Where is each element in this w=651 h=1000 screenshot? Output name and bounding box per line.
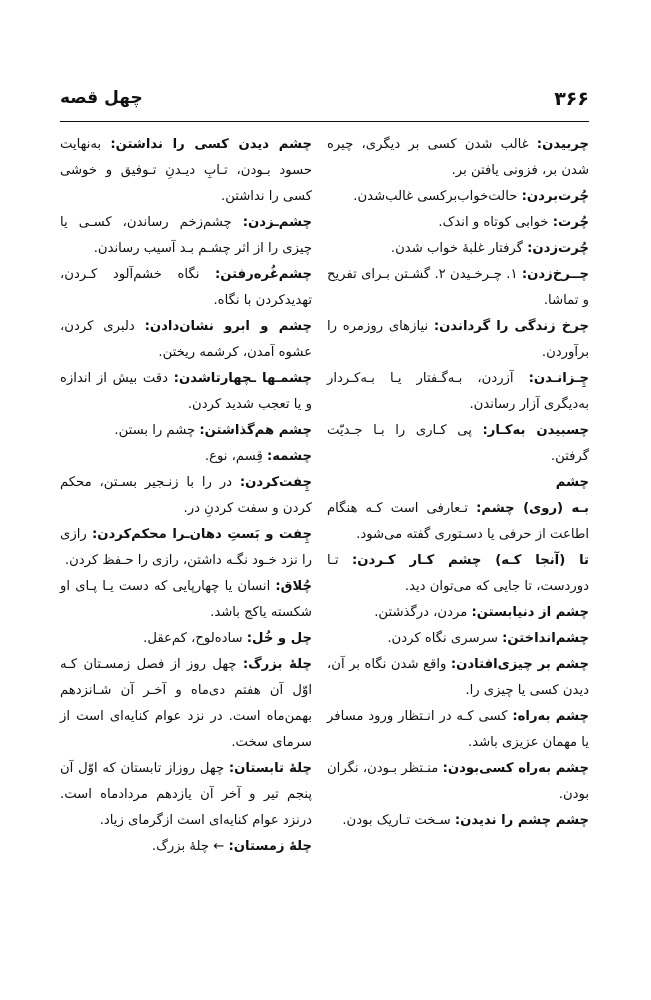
- dictionary-entry: [327, 470, 589, 496]
- dictionary-entry: [327, 262, 589, 314]
- entry-headword: چشم چشم را ندیدن:: [454, 813, 589, 828]
- dictionary-entry: [60, 314, 312, 366]
- entry-definition: مردن، درگذشتن.: [374, 605, 468, 620]
- entry-headword: چشمـها ـچهارتاشدن:: [173, 371, 312, 386]
- entry-headword: چل و خُل:: [246, 631, 312, 646]
- entry-definition: آزردن، بـه‌گـفتار یـا بـه‌کـردار به‌دیگری آزار رساندن.: [327, 371, 589, 412]
- dictionary-entry: [60, 522, 312, 574]
- entry-headword: چِفت و بَستِ دهان‌ـرا محکم‌کردن:: [91, 527, 312, 542]
- dictionary-entry: [60, 834, 312, 860]
- dictionary-entry: [327, 548, 589, 600]
- entry-headword: تا (آنجا کـه) چشم کـار کـردن:: [352, 553, 589, 568]
- entry-headword: چلهٔ زمستان:: [228, 839, 312, 854]
- entry-definition: کسی کـه در انـتظار ورود مسافر یا مهمان عزیزی باشد.: [327, 709, 589, 750]
- entry-headword: چسبیدن به‌کـار:: [482, 423, 589, 438]
- entry-definition: گرفتار غلبهٔ خواب شدن.: [390, 241, 523, 256]
- entry-definition: چشم را بستن.: [114, 423, 196, 438]
- entry-definition: تـعارفی است کـه هنگام اطاعت از حرفی یا دسـتوری گفته می‌شود.: [327, 501, 589, 542]
- entry-headword: چشمه:: [266, 449, 312, 464]
- dictionary-entry: [60, 470, 312, 522]
- dictionary-entry: [327, 808, 589, 834]
- page-header: [60, 88, 589, 118]
- entry-definition: رازی را نزد خـود نگـه داشتن، رازی را حـفظ کردن.: [60, 527, 312, 568]
- entry-headword: چِـزانـدن:: [528, 371, 589, 386]
- dictionary-entry: [327, 652, 589, 704]
- entry-headword: چُرت‌زدن:: [527, 241, 589, 256]
- entry-definition: واقع شدن نگاه بر آن، دیدن کسی یا چیزی را.: [327, 657, 589, 698]
- entry-headword: چشم هم‌گذاشتن:: [199, 423, 312, 438]
- dictionary-entry: [60, 132, 312, 210]
- entry-headword: چــرخ‌زدن:: [521, 267, 589, 282]
- entry-headword: چربیدن:: [536, 137, 589, 152]
- entry-definition: قِسم، نوع.: [204, 449, 263, 464]
- entry-definition: ← چلهٔ بزرگ.: [151, 839, 225, 854]
- entry-definition: خوابی کوتاه و اندک.: [438, 215, 549, 230]
- entry-definition: سـخت تـاریک بودن.: [342, 813, 451, 828]
- right-column: [327, 132, 589, 834]
- entry-definition: انسان یا چهارپایی که دست یـا پـای او شکسته یاکج باشد.: [60, 579, 312, 620]
- entry-headword: چشم و ابرو نشان‌دادن:: [144, 319, 312, 334]
- dictionary-entry: [327, 366, 589, 418]
- entry-definition: منـتظر بـودن، نگران بودن.: [327, 761, 589, 802]
- entry-headword: چُرت:: [552, 215, 589, 230]
- entry-headword: چُرت‌بردن:: [521, 189, 589, 204]
- dictionary-entry: [60, 262, 312, 314]
- dictionary-entry: [327, 236, 589, 262]
- entry-headword: چشم‌غُره‌رفتن:: [214, 267, 312, 282]
- entry-headword: چشم‌ـزدن:: [242, 215, 312, 230]
- entry-headword: چِفت‌کردن:: [239, 475, 312, 490]
- dictionary-entry: [327, 626, 589, 652]
- entry-headword: چشم به‌راه کسی‌بودن:: [442, 761, 589, 776]
- dictionary-entry: [60, 210, 312, 262]
- header-rule: [60, 121, 589, 122]
- entry-definition: به‌نهایت حسود بـودن، تـابِ دیـدنِ تـوفیق و خوشی کسی را نداشتن.: [60, 137, 312, 204]
- page-number: ۳۶۶: [554, 88, 589, 110]
- dictionary-entry: [60, 418, 312, 444]
- dictionary-entry: [327, 314, 589, 366]
- entry-definition: دلبری کردن، عشوه آمدن، کرشمه ریختن.: [60, 319, 312, 360]
- dictionary-entry: [327, 704, 589, 756]
- entry-definition: چهل روزاز تابستان که اوّل آن پنجم تیر و آخر آن یازدهم مردادماه است. درنزد عوام کنایه‌ای است ازگرمای زیاد.: [60, 761, 312, 828]
- entry-definition: در را با زنـجیر بسـتن، محکم کردن و سفت کردنِ در.: [60, 475, 312, 516]
- dictionary-entry: [327, 184, 589, 210]
- dictionary-entry: [60, 574, 312, 626]
- entry-definition: نیازهای روزمره را برآوردن.: [327, 319, 589, 360]
- entry-headword: بـه (روی) چشم:: [476, 501, 589, 516]
- entry-definition: تـا دوردست، تا جایی که می‌توان دید.: [327, 553, 589, 594]
- entry-headword: چشم بر چیزی‌افتادن:: [450, 657, 589, 672]
- entry-headword: چرخ زندگی را گرداندن:: [433, 319, 589, 334]
- entry-definition: ۱. چـرخـیدن ۲. گشـتن بـرای تفریح و تماشا.: [327, 267, 589, 308]
- dictionary-entry: [327, 496, 589, 548]
- entry-definition: چهل روز از فصل زمسـتان کـه اوّل آن هفتم دی‌ماه و آخـر آن شـانزدهم بهمن‌ماه است. در نزد عوام کنایه‌ای است از سرمای سخت.: [60, 657, 312, 750]
- entry-headword: چلهٔ تابستان:: [228, 761, 312, 776]
- entry-definition: دقت بیش از اندازه و یا تعجب شدید کردن.: [60, 371, 312, 412]
- entry-headword: چشم دیدن کسی را نداشتن:: [110, 137, 312, 152]
- entry-headword: چلهٔ بزرگ:: [242, 657, 313, 672]
- dictionary-entry: [327, 132, 589, 184]
- dictionary-entry: [60, 626, 312, 652]
- dictionary-entry: [60, 366, 312, 418]
- left-column: [60, 132, 312, 860]
- entry-definition: ساده‌لوح، کم‌عقل.: [143, 631, 243, 646]
- dictionary-entry: [60, 756, 312, 834]
- entry-definition: غالب شدن کسی بر دیگری، چیره شدن بر، فزونی یافتن بر.: [327, 137, 589, 178]
- dictionary-entry: [60, 444, 312, 470]
- entry-headword: چشم از دنیابستن:: [471, 605, 589, 620]
- entry-headword: چشم به‌راه:: [512, 709, 590, 724]
- entry-headword: چشم‌انداختن:: [502, 631, 589, 646]
- dictionary-entry: [327, 418, 589, 470]
- dictionary-entry: [327, 600, 589, 626]
- dictionary-entry: [60, 652, 312, 756]
- entry-headword: چُلاق:: [275, 579, 312, 594]
- entry-definition: پی کـاری را بـا جـدیّت گرفتن.: [327, 423, 589, 464]
- entry-definition: سرسری نگاه کردن.: [387, 631, 498, 646]
- entry-headword: چشم: [555, 475, 589, 490]
- running-title: چهل قصه: [60, 88, 143, 108]
- entry-definition: نگاه خشم‌آلود کـردن، تهدیدکردن با نگاه.: [60, 267, 312, 308]
- entry-definition: حالت‌خواب‌برکسی غالب‌شدن.: [353, 189, 518, 204]
- dictionary-entry: [327, 756, 589, 808]
- dictionary-entry: [327, 210, 589, 236]
- entry-definition: چشم‌زخم رساندن، کسـی یا چیزی را از اثر چشـم بـد آسیب رساندن.: [60, 215, 312, 256]
